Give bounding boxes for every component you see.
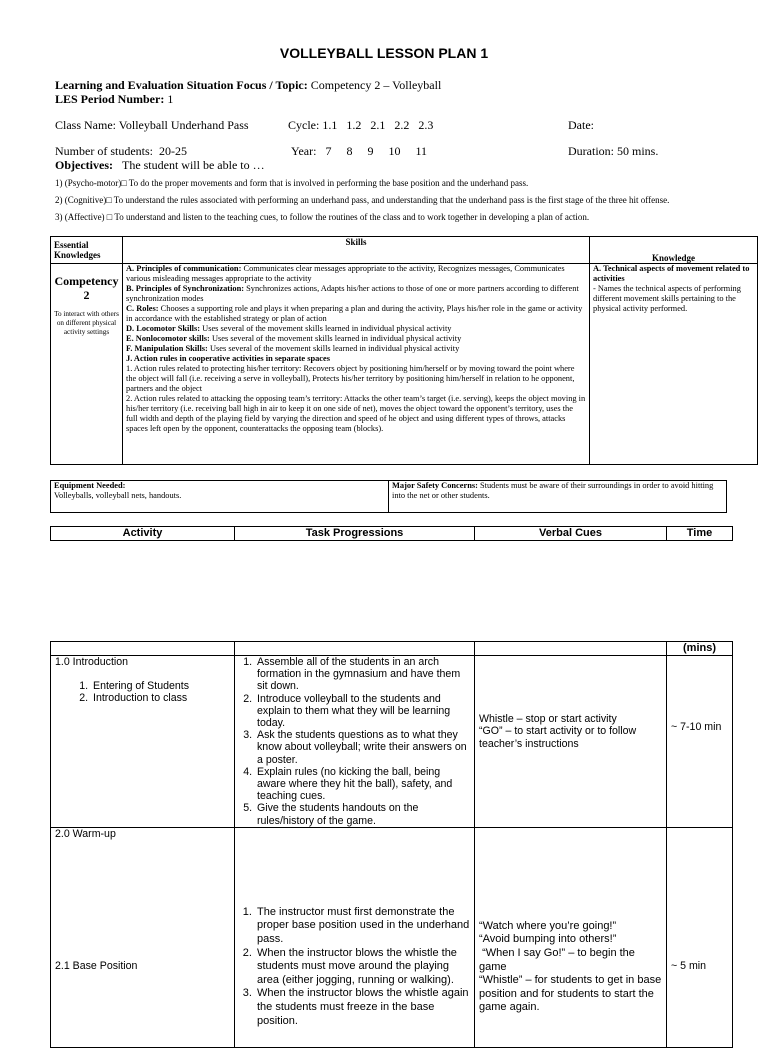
base-time: ~ 5 min [671,959,707,972]
intro-task: 4. Explain rules (no kicking the ball, being aware where they hit the ball), safety, and teaching cues. [255,766,470,803]
skill-f: F. Manipulation Skills: Uses several of the movement skills learned in individual physical activity [126,344,460,353]
base-time-cell [667,827,733,1047]
activity-header-row [51,527,733,541]
intro-sub-item: 2. Introduction to class [91,692,230,704]
skill-d: D. Locomotor Skills: Uses several of the movement skills learned in individual physical activity [126,324,452,333]
intro-row [51,656,733,828]
warmup-activity-cell [51,827,235,1047]
intro-time-cell [667,656,733,828]
warmup-activity: 2.0 Warm-up [55,827,116,840]
period-line [55,92,173,106]
skills-header: Skills [123,237,590,264]
knowledge-a-label: A. Technical aspects of movement related to activities [593,264,750,283]
skills-cell [123,264,590,465]
date-label: Date: [568,118,594,132]
period-value: 1 [167,92,174,106]
duration: Duration: 50 mins. [568,144,659,158]
intro-cue: “GO” – to start activity or to follow teacher’s instructions [479,725,637,750]
verbal-cues-header: Verbal Cues [475,527,667,541]
competency-title: Competency 2 [54,274,119,302]
base-cue: “Watch where you’re going!” [479,919,617,932]
equipment-cell [51,481,389,513]
safety-cell [389,481,727,513]
intro-activity-cell [51,656,235,828]
base-cues [479,920,662,1015]
essential-knowledges-header: Essential Knowledges [51,237,123,264]
intro-task-list [239,656,470,827]
class-name: Class Name: Volleyball Underhand Pass [55,118,249,132]
objective-2: 2) (Cognitive)□ To understand the rules associated with performing an underhand pass, and understanding that the underhand pass is the first stage of the three hit offense. [55,195,670,205]
skill-b: B. Principles of Synchronization: Synchronizes actions, Adapts his/her actions to those of one or more partners according to different synchronization modes [126,284,579,303]
activity-header-table [50,526,733,541]
base-task: 3. When the instructor blows the whistle again the students must freeze in the base position. [255,987,470,1028]
base-tasks-cell [235,827,475,1047]
objectives-line [55,158,265,172]
intro-tasks-cell [235,656,475,828]
base-task: 1. The instructor must first demonstrate the proper base position used in the underhand pass. [255,906,470,947]
safety-label: Major Safety Concerns: [392,481,478,490]
intro-cue: Whistle – stop or start activity [479,713,617,726]
base-task: 2. When the instructor blows the whistle the students must move around the playing area (either jogging, running or walking). [255,947,470,988]
intro-sub-items [55,680,230,704]
task-progressions-header: Task Progressions [235,527,475,541]
competency-table [50,236,758,465]
period-label: LES Period Number: [55,92,165,106]
activity-table [50,641,733,1048]
competency-table-header [51,237,758,264]
knowledge-cell [590,264,758,465]
time-unit: (mins) [667,642,733,656]
equipment-value: Volleyballs, volleyball nets, handouts. [54,491,182,500]
base-cue: “Whistle” – for students to get in base position and for students to start the game again. [479,974,662,1014]
intro-time: ~ 7-10 min [671,721,722,734]
intro-task: 3. Ask the students questions as to what they know about volleyball; write their answers on a poster. [255,729,470,766]
objective-1: 1) (Psycho-motor)□ To do the proper movements and form that is involved in performing the base position and the underhand pass. [55,178,529,188]
skill-e: E. Nonlocomotor skills: Uses several of the movement skills learned in individual physical activity [126,334,462,343]
skill-j1: 1. Action rules related to protecting his/her territory: Recovers object by positioning him/herself or by moving toward the point where the object will fall (i.e. receiving a serve in volleyball), Protects his/her territory by positioning him/herself in relation to he opponent, partners and the object [126,364,575,393]
number-of-students: Number of students: 20-25 [55,144,187,158]
intro-task: 1. Assemble all of the students in an arch formation in the gymnasium and have them sit down. [255,656,470,693]
activity-units-row [51,642,733,656]
base-cue: “When I say Go!” – to begin the game [479,947,638,973]
safety-value: Students must be aware of their surroundings in order to avoid hitting into the net or other students. [392,481,714,500]
base-cue: “Avoid bumping into others!” [479,933,617,946]
focus-line [55,78,441,92]
focus-label: Learning and Evaluation Situation Focus / Topic: [55,78,308,92]
base-activity: 2.1 Base Position [55,960,138,973]
base-cues-cell [475,827,667,1047]
equipment-table [50,480,727,513]
page-title: VOLLEYBALL LESSON PLAN 1 [279,45,489,61]
activity-header: Activity [51,527,235,541]
intro-cues-cell [475,656,667,828]
skill-a: A. Principles of communication: Communicates clear messages appropriate to the activity, Recognizes messages, Communicates various misleading messages appropriate to the activity [126,264,565,283]
intro-activity: 1.0 Introduction [55,656,129,668]
competency-cell [51,264,123,465]
focus-value: Competency 2 – Volleyball [310,78,442,92]
skill-j2: 2. Action rules related to attacking the opposing team’s territory: Attacks the other team’s target (i.e. serving), keeps the object moving in his/her territory (i.e. receiving ball high in air to keep it on one side of net), moves the object toward the opponent’s territory, uses the full width and depth of the playing field by varying the direction and speed of he object and using different types of throws, attacks spaces left open by the opponent, counterattacks the opposing team (blocks). [126,394,586,433]
objective-3: 3) (Affective) □ To understand and listen to the teaching cues, to follow the routines of the class and to work together in developing a plan of action. [55,212,590,222]
equipment-row [51,481,727,513]
year: Year: 7 8 9 10 11 [291,144,428,158]
cycle: Cycle: 1.1 1.2 2.1 2.2 2.3 [288,118,434,132]
competency-description: To interact with others on different physical activity settings [54,310,119,336]
warmup-row [51,827,733,1047]
intro-task: 2. Introduce volleyball to the students and explain to them what they will be learning today. [255,693,470,730]
objectives-label: Objectives: [55,158,113,172]
intro-sub-item: 1. Entering of Students [91,680,230,692]
equipment-label: Equipment Needed: [54,481,126,490]
skill-c: C. Roles: Chooses a supporting role and plays it when preparing a plan and during the activity, Plays his/her role in the game or activity in accordance with the established strategy or plan of action [126,304,583,323]
objectives-value: The student will be able to … [121,158,265,172]
knowledge-header: Knowledge [590,237,758,264]
competency-table-row [51,264,758,465]
base-task-list [239,906,470,1028]
time-header: Time [667,527,733,541]
skill-j: J. Action rules in cooperative activities in separate spaces [126,354,330,363]
knowledge-a-text: - Names the technical aspects of performing different movement skills pertaining to the physical activity performed. [593,284,741,313]
intro-task: 5. Give the students handouts on the rules/history of the game. [255,802,470,826]
